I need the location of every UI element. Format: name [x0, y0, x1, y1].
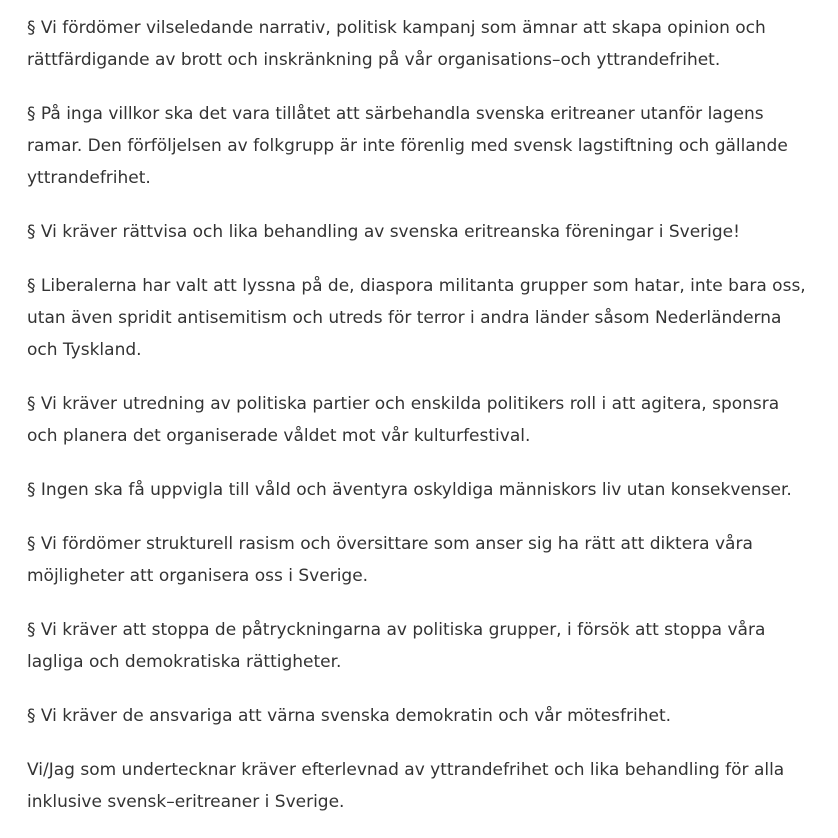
text-line: yttrandefrihet. — [27, 168, 151, 188]
text-line: och Tyskland. — [27, 340, 142, 360]
petition-paragraph — [27, 474, 834, 506]
text-line: möjligheter att organisera oss i Sverige. — [27, 566, 369, 586]
petition-paragraph — [27, 98, 834, 194]
text-line: § Vi kräver utredning av politiska partier och enskilda politikers roll i att agitera, sponsra — [27, 394, 780, 414]
text-line: § Liberalerna har valt att lyssna på de, diaspora militanta grupper som hatar, inte bara oss, — [27, 276, 806, 296]
text-line: § Ingen ska få uppvigla till våld och äventyra oskyldiga människors liv utan konsekvenser. — [27, 480, 792, 500]
text-line: utan även spridit antisemitism och utreds för terror i andra länder såsom Nederländerna — [27, 308, 782, 328]
petition-paragraph — [27, 270, 834, 366]
text-line: § Vi fördömer vilseledande narrativ, politisk kampanj som ämnar att skapa opinion och — [27, 18, 766, 38]
text-line: § På inga villkor ska det vara tillåtet att särbehandla svenska eritreaner utanför lagens — [27, 104, 764, 124]
text-line: rättfärdigande av brott och inskränkning på vår organisations–och yttrandefrihet. — [27, 50, 721, 70]
text-line: och planera det organiserade våldet mot vår kulturfestival. — [27, 426, 531, 446]
text-line: inklusive svensk–eritreaner i Sverige. — [27, 792, 345, 812]
petition-paragraph — [27, 216, 834, 248]
petition-paragraph — [27, 700, 834, 732]
text-line: § Vi kräver de ansvariga att värna svenska demokratin och vår mötesfrihet. — [27, 706, 672, 726]
text-line: lagliga och demokratiska rättigheter. — [27, 652, 342, 672]
petition-paragraph — [27, 12, 834, 76]
text-line: § Vi fördömer strukturell rasism och översittare som anser sig ha rätt att diktera våra — [27, 534, 753, 554]
text-line: § Vi kräver att stoppa de påtryckningarna av politiska grupper, i försök att stoppa våra — [27, 620, 766, 640]
text-line: Vi/Jag som undertecknar kräver efterlevnad av yttrandefrihet och lika behandling för alla — [27, 760, 785, 780]
text-line: ramar. Den förföljelsen av folkgrupp är inte förenlig med svensk lagstiftning och gällande — [27, 136, 788, 156]
text-line: § Vi kräver rättvisa och lika behandling av svenska eritreanska föreningar i Sverige! — [27, 222, 740, 242]
petition-paragraph — [27, 388, 834, 452]
petition-paragraph — [27, 754, 834, 818]
petition-paragraph — [27, 528, 834, 592]
petition-paragraph — [27, 614, 834, 678]
